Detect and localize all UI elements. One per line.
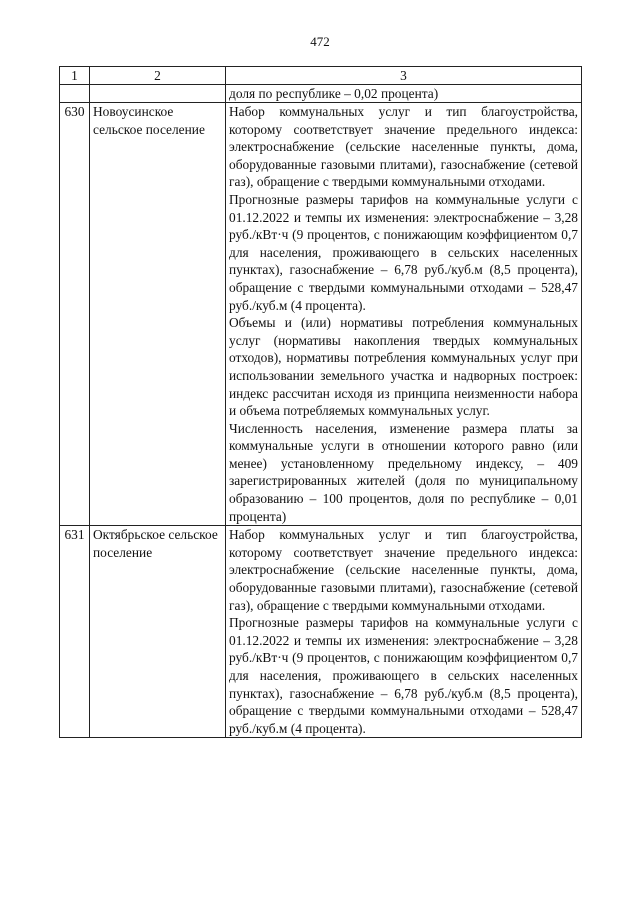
column-header-number: 1 — [60, 67, 90, 85]
continuation-name-cell — [90, 85, 226, 103]
table-row — [60, 103, 582, 526]
row-description — [226, 103, 582, 526]
table-row — [60, 526, 582, 738]
row-number: 630 — [60, 103, 90, 526]
paragraph-service-set: Набор коммунальных услуг и тип благоустройства, которому соответствует значение предельного индекса: электроснабжение (сельские населенные пункты, дома, оборудованные газовыми плитами), газоснабжение (сетевой газ), обращение с твердыми коммунальными отходами. — [229, 104, 578, 190]
continuation-text: доля по республике – 0,02 процента) — [226, 85, 582, 103]
page-number: 472 — [310, 34, 330, 49]
continuation-row — [60, 85, 582, 103]
paragraph-population: Численность населения, изменение размера платы за коммунальные услуги в отношении которого равно (или менее) установленному предельному индексу, – 409 зарегистрированных жителей (доля по муниципальному образованию – 100 процентов, доля по республике – 0,01 процента) — [229, 420, 578, 524]
table-header-row — [60, 67, 582, 85]
settlement-name: Октябрьское сельское поселение — [90, 526, 226, 738]
row-number: 631 — [60, 526, 90, 738]
paragraph-norms: Объемы и (или) нормативы потребления коммунальных услуг (нормативы накопления твердых коммунальных отходов), нормативы потребления коммунальных услуг при использовании земельного участка и надворных построек: индекс рассчитан исходя из принципа неизменности набора и объема потребляемых коммунальных услуг. — [229, 315, 578, 419]
continuation-number-cell — [60, 85, 90, 103]
column-header-name: 2 — [90, 67, 226, 85]
settlement-name: Новоусинское сельское поселение — [90, 103, 226, 526]
paragraph-tariffs: Прогнозные размеры тарифов на коммунальные услуги с 01.12.2022 и темпы их изменения: электроснабжение – 3,28 руб./кВт·ч (9 процентов, с понижающим коэффициентом 0,7 для населения, проживающего в сельских населенных пунктах), газоснабжение – 6,78 руб./куб.м (8,5 процента), обращение с твердыми коммунальными отходами – 528,47 руб./куб.м (4 процента). — [229, 615, 578, 736]
paragraph-service-set: Набор коммунальных услуг и тип благоустройства, которому соответствует значение предельного индекса: электроснабжение (сельские населенные пункты, дома, оборудованные газовыми плитами), газоснабжение (сетевой газ), обращение с твердыми коммунальными отходами. — [229, 527, 578, 613]
tariff-table — [59, 66, 582, 738]
column-header-description: 3 — [226, 67, 582, 85]
row-description — [226, 526, 582, 738]
paragraph-tariffs: Прогнозные размеры тарифов на коммунальные услуги с 01.12.2022 и темпы их изменения: электроснабжение – 3,28 руб./кВт·ч (9 процентов, с понижающим коэффициентом 0,7 для населения, проживающего в сельских населенных пунктах), газоснабжение – 6,78 руб./куб.м (8,5 процента), обращение с твердыми коммунальными отходами – 528,47 руб./куб.м (4 процента). — [229, 191, 578, 313]
